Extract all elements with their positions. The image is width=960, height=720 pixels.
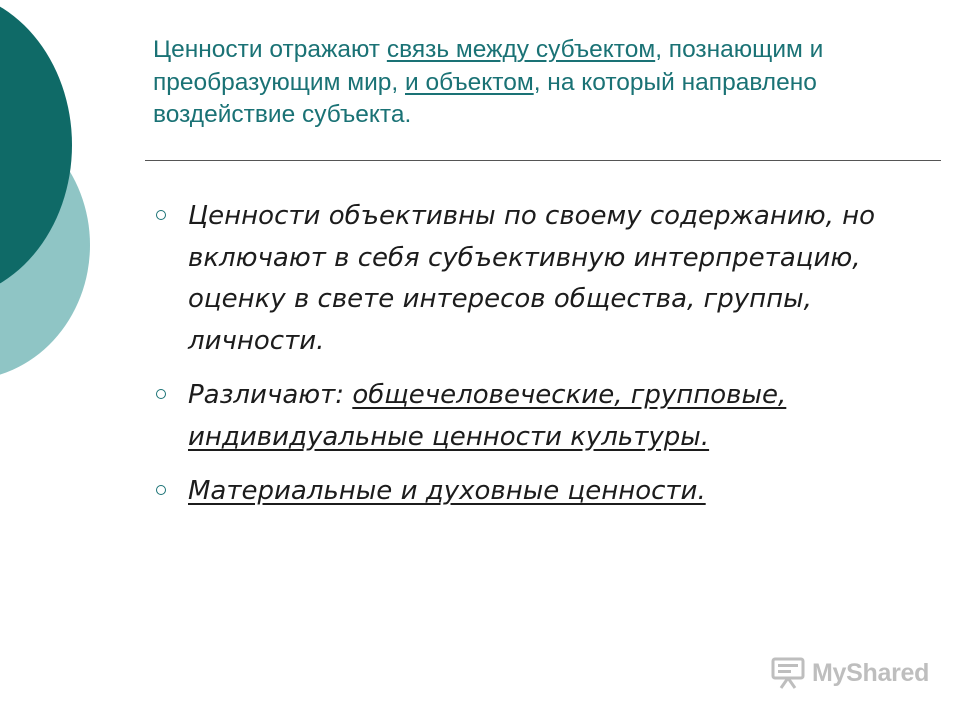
- myshared-logo[interactable]: [770, 655, 929, 691]
- bullet-2-prefix: Различают:: [188, 380, 353, 410]
- bullet-item-1: [150, 196, 890, 362]
- title-link-object[interactable]: и объектом: [405, 68, 534, 96]
- title-text-2: , познающим и преобразующим мир,: [153, 36, 824, 96]
- presentation-board-icon: [770, 656, 806, 690]
- title-divider: [145, 160, 941, 161]
- bullet-2-underlined: общечеловеческие, групповые, индивидуальные ценности культуры.: [188, 380, 787, 452]
- bullet-item-2: [150, 375, 890, 458]
- title-text-3: , на который направлено воздействие субъекта.: [153, 68, 817, 129]
- title-text-1: Ценности отражают: [153, 36, 387, 63]
- slide-title: [153, 34, 943, 132]
- bullet-1-text: Ценности объективны по своему содержанию, но включают в себя субъективную интерпретацию, оценку в свете интересов общества, группы, личности.: [188, 201, 876, 356]
- bullet-list: [150, 196, 890, 526]
- ring-bullet-icon: [156, 389, 166, 399]
- logo-text: MyShared: [812, 658, 930, 687]
- ring-bullet-icon: [156, 485, 166, 495]
- title-link-subject[interactable]: связь между субъектом: [386, 36, 656, 63]
- ring-bullet-icon: [156, 210, 166, 220]
- bullet-item-3: [150, 471, 890, 513]
- bullet-3-underlined: Материальные и духовные ценности.: [188, 476, 706, 506]
